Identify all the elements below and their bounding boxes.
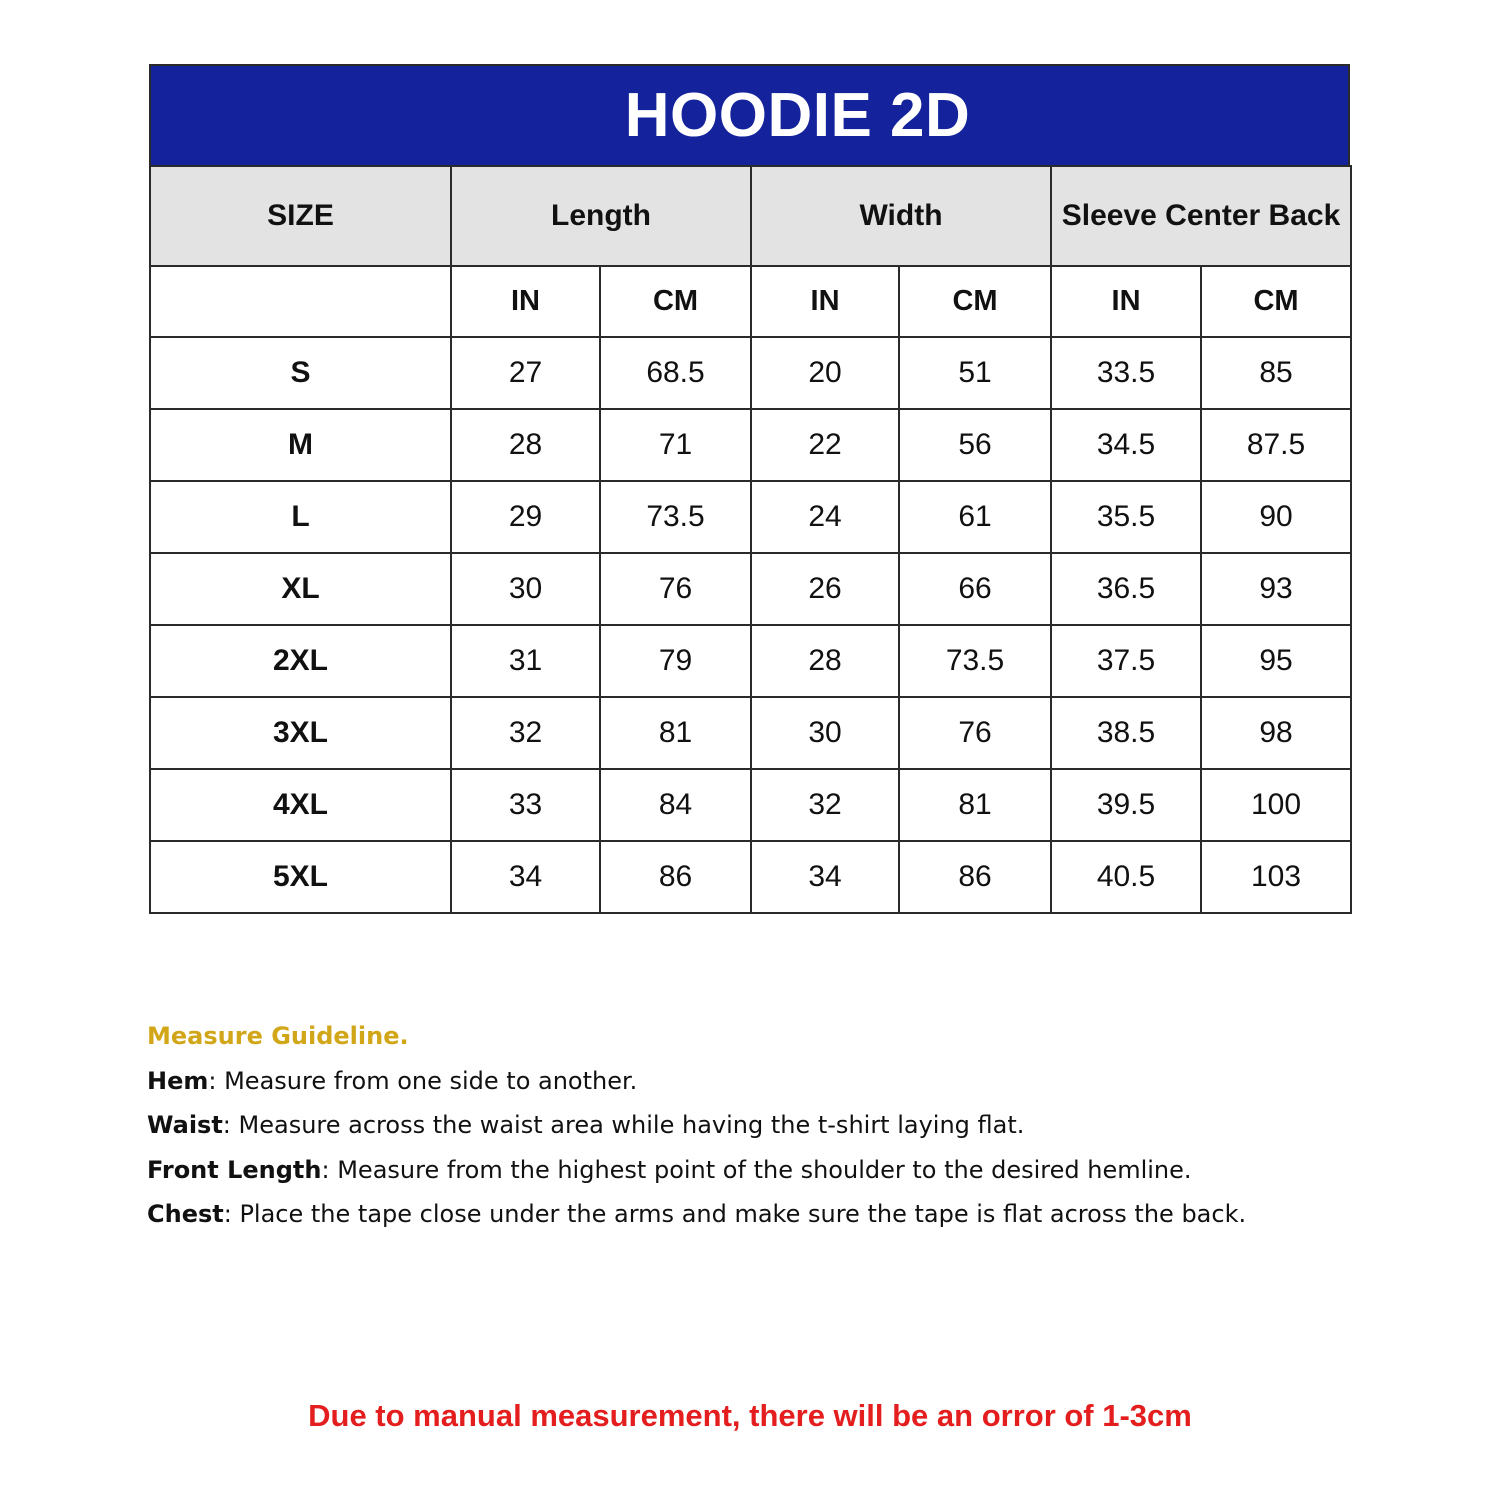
value-cell: 32 xyxy=(451,697,600,769)
title-bar xyxy=(149,64,1350,165)
error-note: Due to manual measurement, there will be an orror of 1-3cm xyxy=(308,1398,1192,1433)
value-cell: 28 xyxy=(751,625,899,697)
chart-title: HOODIE 2D xyxy=(624,81,971,150)
value-cell: 81 xyxy=(899,769,1051,841)
guideline-term: Waist xyxy=(147,1111,223,1139)
value-cell: 30 xyxy=(751,697,899,769)
table-row xyxy=(150,625,1351,697)
size-cell: 4XL xyxy=(150,769,451,841)
table-row xyxy=(150,337,1351,409)
value-cell: 51 xyxy=(899,337,1051,409)
value-cell: 34 xyxy=(451,841,600,913)
guideline-title: Measure Guideline. xyxy=(147,1022,409,1050)
value-cell: 29 xyxy=(451,481,600,553)
value-cell: 86 xyxy=(600,841,751,913)
size-cell: 2XL xyxy=(150,625,451,697)
group-header-row xyxy=(150,166,1351,266)
value-cell: 26 xyxy=(751,553,899,625)
size-cell: L xyxy=(150,481,451,553)
value-cell: 38.5 xyxy=(1051,697,1201,769)
guideline-item-waist xyxy=(147,1103,1387,1148)
value-cell: 90 xyxy=(1201,481,1351,553)
value-cell: 68.5 xyxy=(600,337,751,409)
value-cell: 73.5 xyxy=(899,625,1051,697)
value-cell: 40.5 xyxy=(1051,841,1201,913)
unit-header-blank xyxy=(150,266,451,337)
value-cell: 73.5 xyxy=(600,481,751,553)
value-cell: 31 xyxy=(451,625,600,697)
unit-header: IN xyxy=(1051,266,1201,337)
value-cell: 32 xyxy=(751,769,899,841)
guideline-text: : Measure across the waist area while having the t-shirt laying flat. xyxy=(222,1111,1025,1139)
guideline-item-front-length xyxy=(147,1148,1387,1193)
guideline-term: Hem xyxy=(147,1066,209,1095)
unit-header-row xyxy=(150,266,1351,337)
unit-header: IN xyxy=(751,266,899,337)
unit-header: CM xyxy=(1201,266,1351,337)
value-cell: 100 xyxy=(1201,769,1351,841)
size-cell: XL xyxy=(150,553,451,625)
value-cell: 34 xyxy=(751,841,899,913)
unit-header: CM xyxy=(899,266,1051,337)
size-header: SIZE xyxy=(150,166,451,266)
value-cell: 33 xyxy=(451,769,600,841)
unit-header: CM xyxy=(600,266,751,337)
value-cell: 103 xyxy=(1201,841,1351,913)
value-cell: 79 xyxy=(600,625,751,697)
value-cell: 37.5 xyxy=(1051,625,1201,697)
value-cell: 28 xyxy=(451,409,600,481)
guideline-text: : Place the tape close under the arms and make sure the tape is flat across the back. xyxy=(223,1200,1247,1228)
value-cell: 85 xyxy=(1201,337,1351,409)
value-cell: 27 xyxy=(451,337,600,409)
value-cell: 71 xyxy=(600,409,751,481)
size-cell: 5XL xyxy=(150,841,451,913)
value-cell: 95 xyxy=(1201,625,1351,697)
value-cell: 34.5 xyxy=(1051,409,1201,481)
measure-guideline xyxy=(147,1014,1387,1237)
value-cell: 36.5 xyxy=(1051,553,1201,625)
value-cell: 33.5 xyxy=(1051,337,1201,409)
value-cell: 81 xyxy=(600,697,751,769)
value-cell: 86 xyxy=(899,841,1051,913)
size-chart xyxy=(149,64,1350,914)
table-row xyxy=(150,697,1351,769)
value-cell: 76 xyxy=(899,697,1051,769)
guideline-term: Chest xyxy=(147,1200,224,1228)
value-cell: 56 xyxy=(899,409,1051,481)
value-cell: 39.5 xyxy=(1051,769,1201,841)
table-row xyxy=(150,841,1351,913)
value-cell: 24 xyxy=(751,481,899,553)
size-cell: 3XL xyxy=(150,697,451,769)
value-cell: 66 xyxy=(899,553,1051,625)
size-table xyxy=(149,165,1352,914)
sleeve-center-back-header: Sleeve Center Back xyxy=(1051,166,1351,266)
table-row xyxy=(150,553,1351,625)
size-cell: M xyxy=(150,409,451,481)
guideline-text: : Measure from the highest point of the shoulder to the desired hemline. xyxy=(321,1155,1192,1184)
value-cell: 98 xyxy=(1201,697,1351,769)
value-cell: 22 xyxy=(751,409,899,481)
value-cell: 93 xyxy=(1201,553,1351,625)
value-cell: 20 xyxy=(751,337,899,409)
guideline-item-hem xyxy=(147,1059,1387,1104)
size-cell: S xyxy=(150,337,451,409)
unit-header: IN xyxy=(451,266,600,337)
value-cell: 35.5 xyxy=(1051,481,1201,553)
length-header: Length xyxy=(451,166,751,266)
width-header: Width xyxy=(751,166,1051,266)
table-row xyxy=(150,409,1351,481)
table-row xyxy=(150,481,1351,553)
value-cell: 76 xyxy=(600,553,751,625)
guideline-text: : Measure from one side to another. xyxy=(208,1066,638,1095)
value-cell: 87.5 xyxy=(1201,409,1351,481)
value-cell: 30 xyxy=(451,553,600,625)
table-row xyxy=(150,769,1351,841)
value-cell: 84 xyxy=(600,769,751,841)
guideline-item-chest xyxy=(147,1192,1387,1237)
value-cell: 61 xyxy=(899,481,1051,553)
guideline-term: Front Length xyxy=(147,1155,322,1184)
